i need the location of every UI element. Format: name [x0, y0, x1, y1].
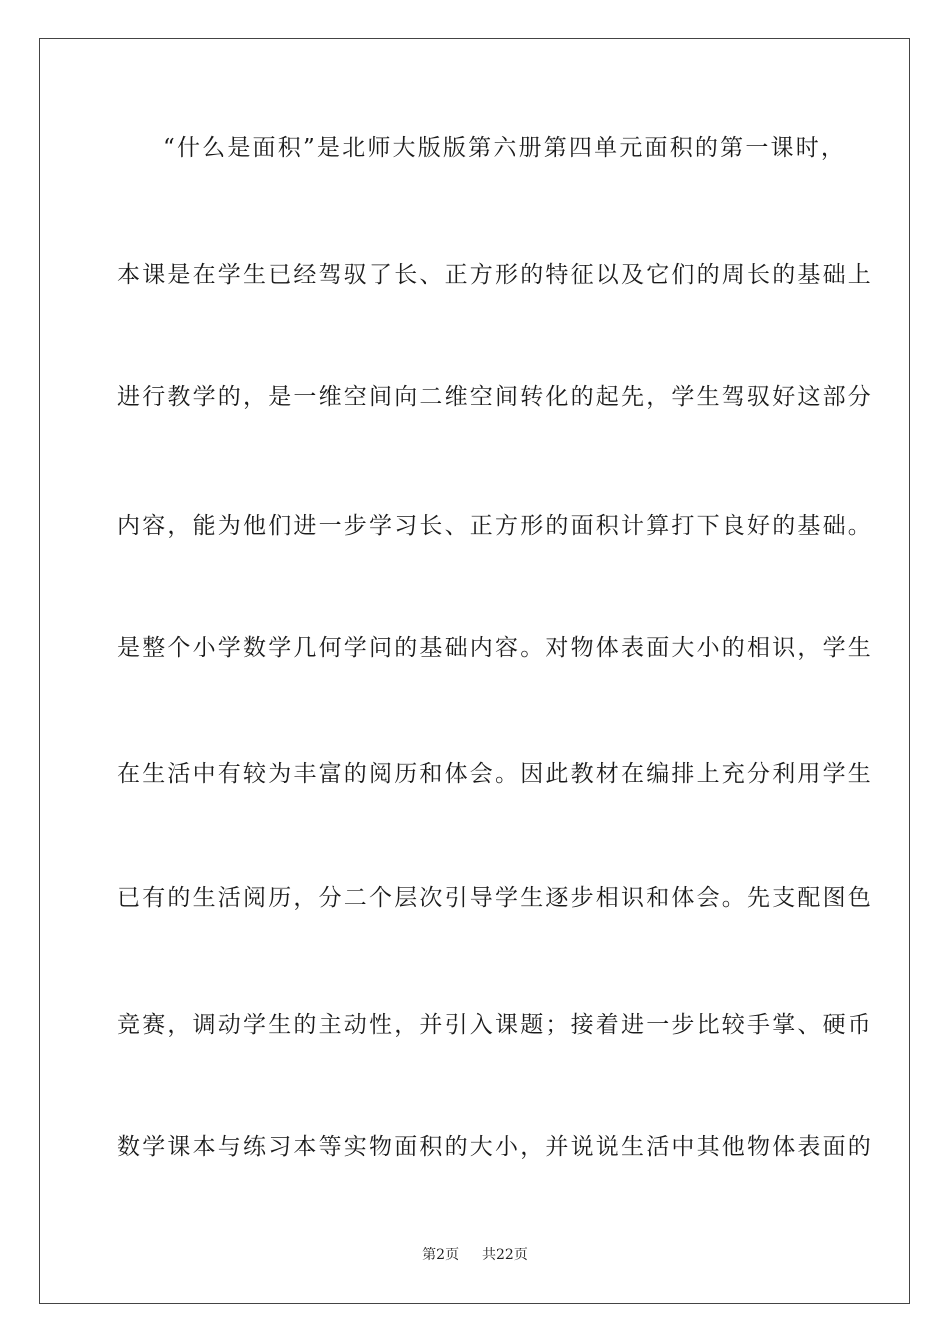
paragraph-line-9: 数学课本与练习本等实物面积的大小，并说说生活中其他物体表面的: [117, 1134, 873, 1160]
paragraph-line-4: 内容，能为他们进一步学习长、正方形的面积计算打下良好的基础。: [117, 513, 873, 539]
paragraph-line-7: 已有的生活阅历，分二个层次引导学生逐步相识和体会。先支配图色: [117, 885, 873, 911]
paragraph-line-5: 是整个小学数学几何学问的基础内容。对物体表面大小的相识，学生: [117, 635, 873, 661]
page-border: [39, 38, 910, 1304]
page-footer: [0, 1246, 950, 1264]
page-total: 共22页: [482, 1247, 528, 1263]
paragraph-line-3: 进行教学的，是一维空间向二维空间转化的起先，学生驾驭好这部分: [117, 384, 873, 410]
paragraph-line-6: 在生活中有较为丰富的阅历和体会。因此教材在编排上充分利用学生: [117, 761, 873, 787]
paragraph-line-1: “什么是面积”是北师大版版第六册第四单元面积的第一课时，: [163, 135, 847, 161]
page-number: 第2页: [422, 1247, 460, 1263]
paragraph-line-2: 本课是在学生已经驾驭了长、正方形的特征以及它们的周长的基础上: [117, 262, 873, 288]
paragraph-line-8: 竞赛，调动学生的主动性，并引入课题；接着进一步比较手掌、硬币: [117, 1012, 873, 1038]
